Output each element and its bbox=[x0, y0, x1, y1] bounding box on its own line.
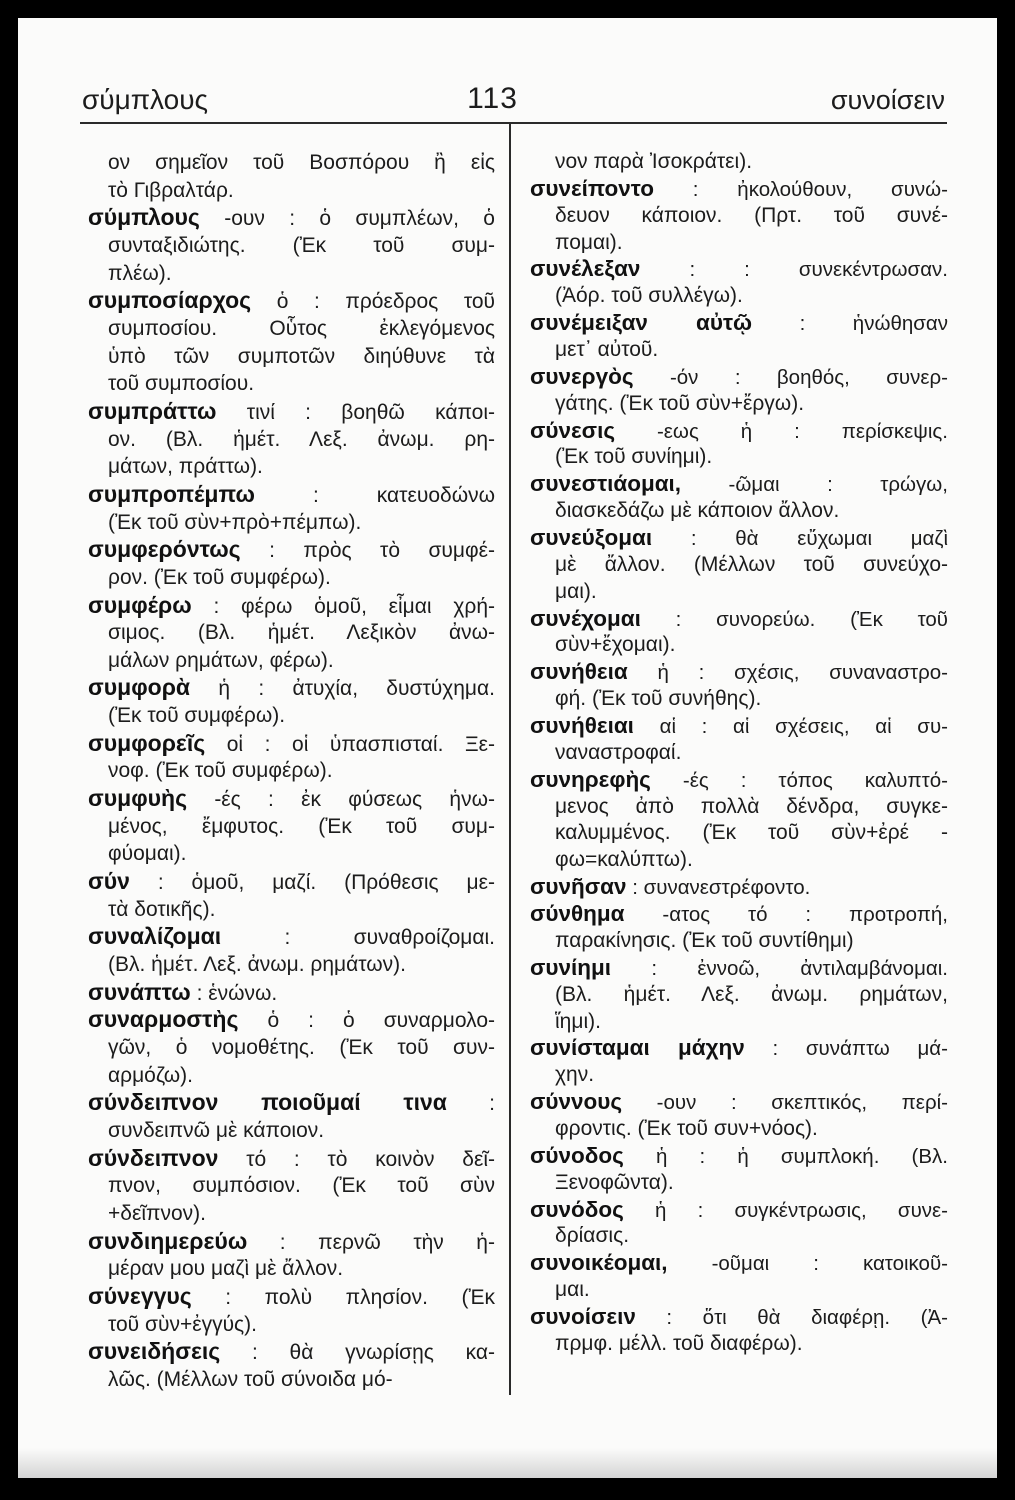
definition-text: τινί : βοηθῶ κάποι- bbox=[246, 400, 495, 424]
entry-line bbox=[88, 785, 495, 813]
continuation-line bbox=[88, 1034, 495, 1062]
definition-text: φύομαι). bbox=[108, 842, 187, 866]
continuation-line bbox=[88, 149, 495, 177]
entry-line bbox=[530, 874, 948, 901]
definition-text: : συνανεστρέφοντο. bbox=[632, 876, 811, 900]
headword: συνειδήσεις bbox=[88, 1338, 221, 1365]
definition-text: (Βλ. ἡμέτ. Λεξ. ἀνωμ. ρημάτων). bbox=[108, 953, 406, 977]
entry-line bbox=[530, 955, 948, 982]
definition-text: : : συνεκέντρωσαν. bbox=[689, 258, 948, 282]
entry-line bbox=[88, 1228, 495, 1256]
definition-text: +δεῖπνον). bbox=[108, 1201, 206, 1225]
entry-line bbox=[530, 1035, 948, 1062]
definition-text: λῶς. (Μέλλων τοῦ σύνοιδα μό- bbox=[108, 1367, 393, 1391]
continuation-line bbox=[88, 370, 495, 398]
continuation-line bbox=[88, 509, 495, 537]
continuation-line bbox=[88, 1200, 495, 1228]
continuation-line bbox=[88, 813, 495, 841]
definition-text: μέραν μου μαζὶ μὲ ἄλλον. bbox=[108, 1257, 344, 1281]
entry-line bbox=[88, 1338, 495, 1366]
definition-text: (Ἐκ τοῦ σὺν+πρὸ+πέμπω). bbox=[108, 510, 362, 534]
continuation-line bbox=[530, 552, 948, 579]
definition-text: : περνῶ τὴν ἡ- bbox=[279, 1230, 495, 1254]
page-number: 113 bbox=[467, 82, 518, 115]
headword: συνέμειξαν αὐτῷ bbox=[530, 310, 753, 336]
definition-text: μετ᾽ αὐτοῦ. bbox=[555, 338, 659, 362]
definition-text: -εως ἡ : περίσκεψις. bbox=[656, 419, 948, 443]
continuation-line bbox=[530, 928, 948, 955]
definition-text: μενος ἀπὸ πολλὰ δένδρα, συγκε- bbox=[555, 794, 948, 818]
definition-text: μαι). bbox=[555, 579, 597, 603]
definition-text: : θὰ εὔχωμαι μαζὶ bbox=[690, 527, 948, 551]
headword: συνῆσαν bbox=[530, 874, 627, 900]
continuation-line bbox=[88, 1117, 495, 1145]
continuation-line bbox=[88, 757, 495, 785]
entry-line bbox=[88, 730, 495, 758]
headword: σύνθημα bbox=[530, 901, 625, 927]
continuation-line bbox=[88, 232, 495, 260]
continuation-line bbox=[530, 203, 948, 230]
headword: συμπροπέμπω bbox=[88, 480, 255, 507]
definition-text: τὰ δοτικῆς). bbox=[108, 897, 216, 921]
definition-text: διασκεδάζω μὲ κάποιον ἄλλον. bbox=[555, 499, 840, 523]
continuation-line bbox=[530, 1170, 948, 1197]
entry-line bbox=[88, 1283, 495, 1311]
definition-text: -ουν : σκεπτικός, περί- bbox=[656, 1091, 948, 1115]
definition-text: μάτων, πράττω). bbox=[108, 455, 263, 479]
entry-line bbox=[530, 1089, 948, 1116]
running-head-first-entry: σύμπλους bbox=[82, 84, 208, 115]
definition-text: μάλων ρημάτων, φέρω). bbox=[108, 648, 334, 672]
definition-text: ρον. (Ἐκ τοῦ συμφέρω). bbox=[108, 565, 331, 589]
entry-line bbox=[88, 1006, 495, 1034]
definition-text: σὺν+ἔχομαι). bbox=[555, 633, 676, 657]
entry-line bbox=[88, 398, 495, 426]
headword: συνάπτω bbox=[88, 978, 191, 1005]
headword: σύνοδος bbox=[530, 1142, 624, 1168]
definition-text: τοῦ συμποσίου. bbox=[108, 372, 255, 396]
continuation-line bbox=[530, 230, 948, 257]
definition-text: αρμόζω). bbox=[108, 1063, 193, 1087]
definition-text: : ἡνώθησαν bbox=[799, 312, 948, 336]
continuation-line bbox=[88, 840, 495, 868]
definition-text: : ἑνώνω. bbox=[196, 981, 278, 1005]
headword: σύνδειπνον ποιοῦμαί τινα bbox=[88, 1089, 447, 1116]
definition-text: ἵημι). bbox=[555, 1009, 601, 1033]
definition-text: : φέρω ὁμοῦ, εἶμαι χρή- bbox=[213, 594, 495, 618]
headword: συναλίζομαι bbox=[88, 923, 222, 950]
definition-text: ὑπὸ τῶν συμποτῶν διηύθυνε τὰ bbox=[108, 344, 495, 368]
entry-line bbox=[88, 287, 495, 315]
definition-text: μαι. bbox=[555, 1278, 590, 1302]
headword: σύννους bbox=[530, 1089, 623, 1115]
left-column bbox=[88, 149, 495, 1394]
definition-text: -ατος τό : προτροπή, bbox=[662, 903, 948, 927]
continuation-line bbox=[530, 794, 948, 821]
headword: συμποσίαρχος bbox=[88, 287, 252, 314]
definition-text: πνον, συμπόσιον. (Ἐκ τοῦ σὺν bbox=[108, 1174, 495, 1198]
continuation-line bbox=[88, 647, 495, 675]
headword: συμφερόντως bbox=[88, 536, 241, 563]
headword: σύν bbox=[88, 868, 130, 895]
definition-text: -ουν : ὁ συμπλέων, ὁ bbox=[224, 207, 495, 231]
entry-line bbox=[88, 979, 495, 1007]
definition-text: : πρὸς τὸ συμφέ- bbox=[269, 539, 495, 563]
column-divider bbox=[509, 123, 511, 1395]
entry-line bbox=[530, 901, 948, 928]
definition-text: -ῶμαι : τρώγω, bbox=[728, 473, 948, 497]
continuation-line bbox=[530, 498, 948, 525]
continuation-line bbox=[530, 820, 948, 847]
definition-text: : κατευοδώνω bbox=[312, 483, 495, 507]
header-rule bbox=[80, 122, 947, 124]
continuation-line bbox=[530, 982, 948, 1009]
continuation-line bbox=[530, 1062, 948, 1089]
continuation-line bbox=[530, 1277, 948, 1304]
definition-text: : ἐννοῶ, ἀντιλαμβάνομαι. bbox=[651, 956, 948, 980]
headword: σύμπλους bbox=[88, 204, 200, 231]
definition-text: συμποσίου. Οὗτος ἐκλεγόμενος bbox=[108, 316, 495, 340]
entry-line bbox=[530, 1304, 948, 1331]
definition-text: (Ἐκ τοῦ συμφέρω). bbox=[108, 704, 286, 728]
continuation-line bbox=[530, 740, 948, 767]
headword: συμφυὴς bbox=[88, 785, 188, 812]
entry-line bbox=[88, 1145, 495, 1173]
headword: συνείποντο bbox=[530, 175, 654, 201]
continuation-line bbox=[88, 1062, 495, 1090]
definition-text: (Βλ. ἡμέτ. Λεξ. ἀνωμ. ρημάτων, bbox=[555, 982, 948, 1006]
definition-text: ον σημεῖον τοῦ Βοσπόρου ἢ εἰς bbox=[108, 151, 495, 174]
headword: συνήθεια bbox=[530, 659, 628, 685]
headword: σύνεσις bbox=[530, 417, 616, 443]
continuation-line bbox=[530, 391, 948, 418]
definition-text: καλυμμένος. (Ἐκ τοῦ σὺν+ἐρέ - bbox=[555, 821, 948, 845]
definition-text: παρακίνησις. (Ἐκ τοῦ συντίθημι) bbox=[555, 928, 854, 952]
continuation-line bbox=[530, 1116, 948, 1143]
definition-text: : συνορεύω. (Ἐκ τοῦ bbox=[675, 607, 948, 631]
definition-text: Ξενοφῶντα). bbox=[555, 1170, 674, 1194]
headword: συνίσταμαι μάχην bbox=[530, 1035, 745, 1061]
continuation-line bbox=[530, 283, 948, 310]
continuation-line bbox=[88, 343, 495, 371]
continuation-line bbox=[530, 686, 948, 713]
definition-text: -ές : ἐκ φύσεως ἡνω- bbox=[214, 788, 495, 812]
definition-text: τό : τὸ κοινὸν δεῖ- bbox=[246, 1147, 495, 1171]
entry-line bbox=[88, 1089, 495, 1117]
headword: συνοίσειν bbox=[530, 1303, 636, 1329]
continuation-line bbox=[530, 444, 948, 471]
continuation-line bbox=[88, 1172, 495, 1200]
definition-text: νον παρὰ Ἰσοκράτει). bbox=[555, 150, 753, 173]
definition-text: γῶν, ὁ νομοθέτης. (Ἐκ τοῦ συν- bbox=[108, 1036, 495, 1059]
running-head-last-entry: συνοίσειν bbox=[830, 85, 945, 115]
continuation-line bbox=[88, 1311, 495, 1339]
entry-line bbox=[530, 256, 948, 283]
headword: συνέχομαι bbox=[530, 605, 641, 631]
entry-line bbox=[530, 310, 948, 337]
headword: συμφέρω bbox=[88, 591, 192, 618]
continuation-line bbox=[530, 847, 948, 874]
definition-text: ἡ : ἡ συμπλοκή. (Βλ. bbox=[655, 1144, 948, 1168]
continuation-line bbox=[530, 337, 948, 364]
definition-text: οἱ : οἱ ὑπασπισταί. Ξε- bbox=[226, 732, 495, 756]
entry-line bbox=[88, 674, 495, 702]
definition-text: : συναθροίζομαι. bbox=[284, 926, 495, 950]
definition-text: συνδειπνῶ μὲ κάποιον. bbox=[108, 1118, 325, 1142]
definition-text: τὸ Γιβραλτάρ. bbox=[108, 178, 234, 202]
continuation-line bbox=[88, 564, 495, 592]
definition-text: (Ἐκ τοῦ συνίημι). bbox=[555, 445, 713, 469]
continuation-line bbox=[88, 951, 495, 979]
headword: συνίημι bbox=[530, 954, 612, 980]
continuation-line bbox=[88, 1255, 495, 1283]
definition-text: : ὅτι θὰ διαφέρῃ. (Ἀ- bbox=[666, 1305, 948, 1329]
definition-text: : ὁμοῦ, μαζί. (Πρόθεσις με- bbox=[157, 871, 495, 895]
continuation-line bbox=[530, 579, 948, 606]
continuation-line bbox=[88, 426, 495, 454]
headword: συνήθειαι bbox=[530, 713, 634, 739]
headword: συνεύξομαι bbox=[530, 525, 653, 551]
entry-line bbox=[530, 471, 948, 498]
entry-line bbox=[530, 713, 948, 740]
definition-text: ὁ : ὁ συναρμολο- bbox=[267, 1009, 495, 1033]
continuation-line bbox=[88, 453, 495, 481]
definition-text: ἡ : συγκέντρωσις, συνε- bbox=[655, 1198, 948, 1222]
continuation-line bbox=[88, 260, 495, 288]
headword: συμφορὰ bbox=[88, 674, 191, 701]
definition-text: (Ἀόρ. τοῦ συλλέγω). bbox=[555, 284, 743, 308]
definition-text: συνταξιδιώτης. (Ἐκ τοῦ συμ- bbox=[108, 233, 495, 257]
headword: συμπράττω bbox=[88, 397, 217, 424]
definition-text: πρμφ. μέλλ. τοῦ διαφέρω). bbox=[555, 1331, 803, 1355]
continuation-line bbox=[88, 619, 495, 647]
definition-text: : ἠκολούθουν, συνώ- bbox=[692, 177, 948, 201]
definition-text: ὁ : πρόεδρος τοῦ bbox=[276, 290, 495, 314]
headword: συνοικέομαι, bbox=[530, 1250, 668, 1276]
entry-line bbox=[530, 525, 948, 552]
entry-line bbox=[530, 659, 948, 686]
entry-line bbox=[88, 536, 495, 564]
entry-line bbox=[530, 606, 948, 633]
continuation-line bbox=[88, 896, 495, 924]
definition-text: νοφ. (Ἐκ τοῦ συμφέρω). bbox=[108, 759, 333, 783]
definition-text: -ές : τόπος καλυπτό- bbox=[682, 768, 948, 792]
definition-text: : bbox=[489, 1092, 495, 1116]
definition-text: ον. (Βλ. ἡμέτ. Λεξ. ἀνωμ. ρη- bbox=[108, 427, 495, 451]
definition-text: ἡ : ἀτυχία, δυστύχημα. bbox=[218, 677, 495, 701]
definition-text: φή. (Ἐκ τοῦ συνήθης). bbox=[555, 687, 762, 711]
continuation-line bbox=[88, 702, 495, 730]
entry-line bbox=[88, 923, 495, 951]
headword: συνδιημερεύω bbox=[88, 1227, 248, 1254]
entry-line bbox=[530, 767, 948, 794]
headword: συνεστιάομαι, bbox=[530, 471, 682, 497]
definition-text: -όν : βοηθός, συνερ- bbox=[669, 365, 948, 389]
entry-line bbox=[530, 1197, 948, 1224]
entry-line bbox=[88, 592, 495, 620]
definition-text: ἡ : σχέσις, συναναστρο- bbox=[657, 661, 948, 685]
definition-text: ναναστροφαί. bbox=[555, 740, 682, 764]
definition-text: : θὰ γνωρίσῃς κα- bbox=[251, 1341, 495, 1365]
headword: συνέλεξαν bbox=[530, 256, 641, 282]
definition-text: χην. bbox=[555, 1063, 595, 1087]
definition-text: πομαι). bbox=[555, 230, 623, 254]
definition-text: φω=καλύπτω). bbox=[555, 848, 693, 872]
entry-line bbox=[530, 1250, 948, 1277]
definition-text: : συνάπτω μά- bbox=[772, 1037, 948, 1061]
entry-line bbox=[530, 364, 948, 391]
continuation-line bbox=[88, 1366, 495, 1394]
entry-line bbox=[530, 418, 948, 445]
entry-line bbox=[530, 176, 948, 203]
entry-line bbox=[530, 1143, 948, 1170]
headword: συναρμοστὴς bbox=[88, 1006, 239, 1033]
headword: συνεργὸς bbox=[530, 363, 634, 389]
headword: σύνεγγυς bbox=[88, 1282, 192, 1309]
continuation-line bbox=[530, 149, 948, 176]
continuation-line bbox=[530, 632, 948, 659]
definition-text: -οῦμαι : κατοικοῦ- bbox=[711, 1252, 948, 1276]
definition-text: γάτης. (Ἐκ τοῦ σὺν+ἔργω). bbox=[555, 391, 805, 415]
continuation-line bbox=[88, 315, 495, 343]
entry-line bbox=[88, 481, 495, 509]
right-column bbox=[530, 149, 948, 1358]
definition-text: σιμος. (Βλ. ἡμέτ. Λεξικὸν ἀνω- bbox=[108, 621, 495, 645]
definition-text: : πολὺ πλησίον. (Ἐκ bbox=[225, 1285, 495, 1309]
headword: συμφορεῖς bbox=[88, 729, 206, 756]
entry-line bbox=[88, 868, 495, 896]
continuation-line bbox=[88, 177, 495, 205]
entry-line bbox=[88, 204, 495, 232]
definition-text: φροντις. (Ἐκ τοῦ συν+νόος). bbox=[555, 1116, 818, 1140]
definition-text: μένος, ἔμφυτος. (Ἐκ τοῦ συμ- bbox=[108, 814, 495, 838]
headword: συνόδος bbox=[530, 1196, 624, 1222]
definition-text: μὲ ἄλλον. (Μέλλων τοῦ συνεύχο- bbox=[555, 552, 948, 576]
definition-text: δρίασις. bbox=[555, 1224, 630, 1248]
continuation-line bbox=[530, 1223, 948, 1250]
continuation-line bbox=[530, 1009, 948, 1036]
definition-text: αἱ : αἱ σχέσεις, αἱ συ- bbox=[659, 715, 948, 739]
continuation-line bbox=[530, 1331, 948, 1358]
definition-text: δευον κάποιον. (Πρτ. τοῦ συνέ- bbox=[555, 203, 948, 227]
definition-text: πλέω). bbox=[108, 261, 172, 285]
headword: συνηρεφὴς bbox=[530, 766, 651, 792]
definition-text: τοῦ σὺν+ἐγγύς). bbox=[108, 1312, 257, 1336]
headword: σύνδειπνον bbox=[88, 1144, 219, 1171]
